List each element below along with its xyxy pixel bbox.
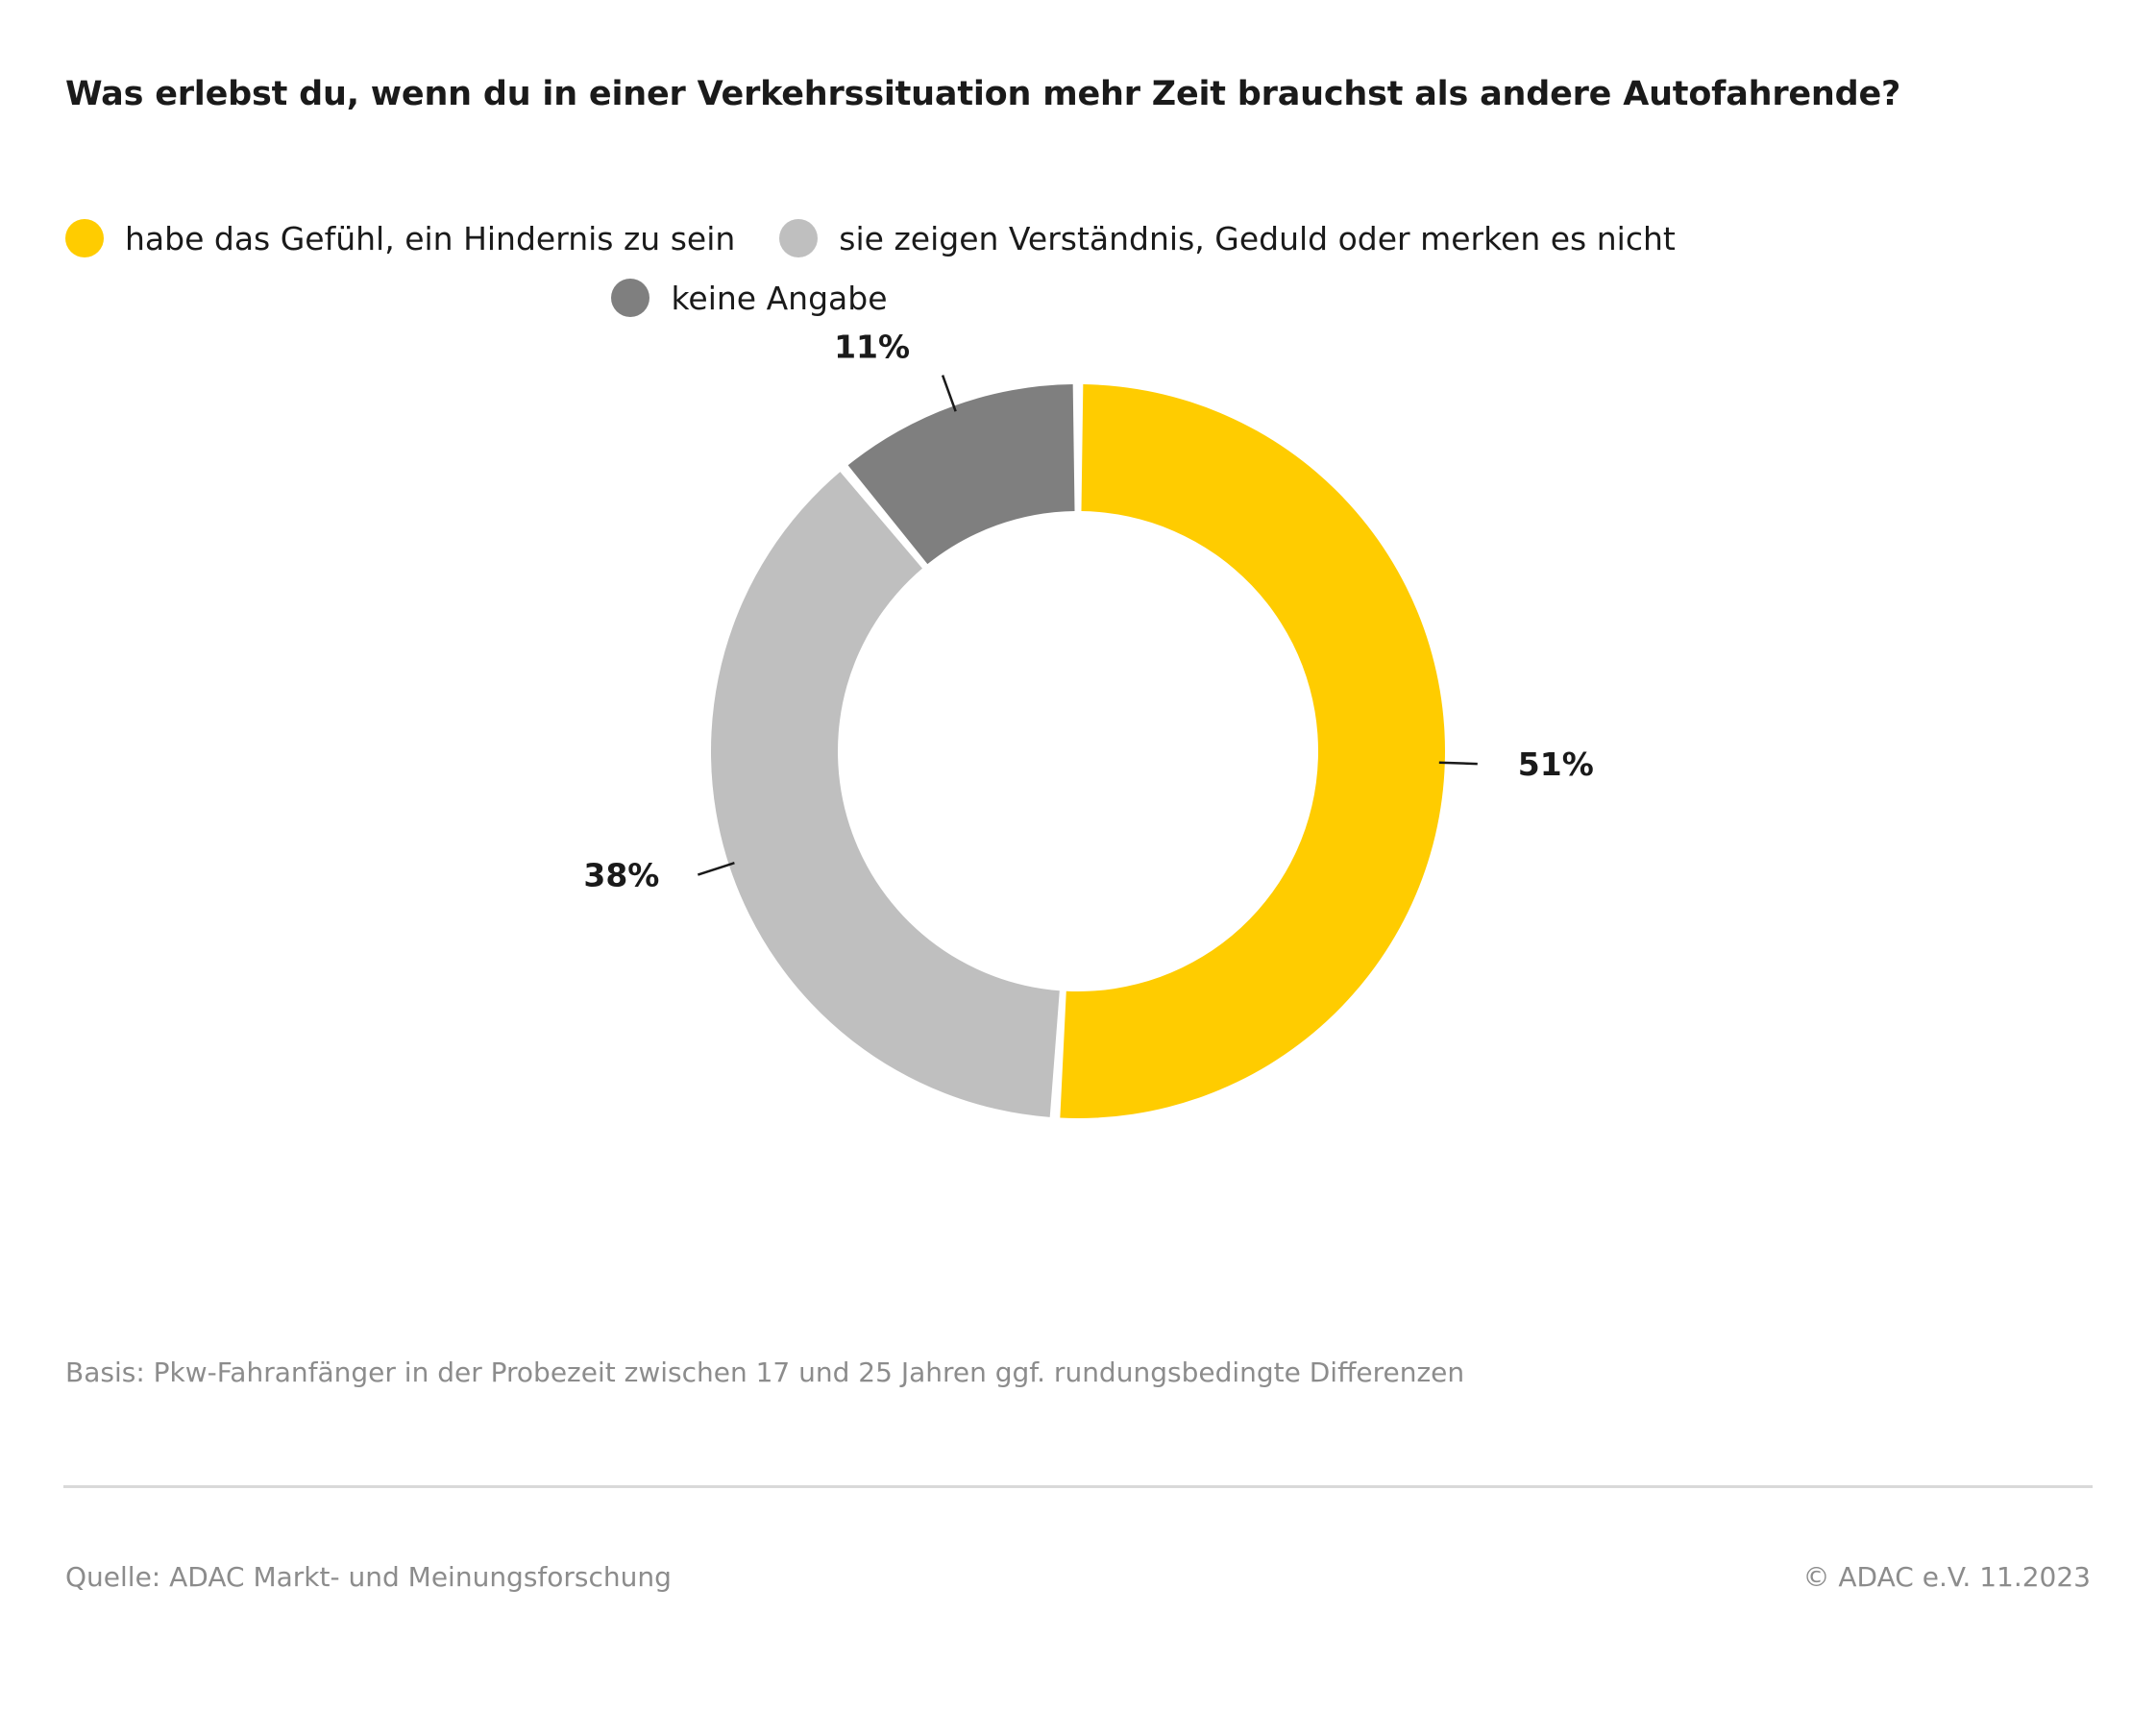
basis-note: Basis: Pkw-Fahranfänger in der Probezeit zwischen 17 und 25 Jahren ggf. rundungsbedingte Differenzen [65,1357,1465,1388]
legend-item-label: sie zeigen Verständnis, Geduld oder merken es nicht [839,219,1676,257]
copyright-note: © ADAC e.V. 11.2023 [1802,1561,2091,1593]
chart-legend [65,219,2093,317]
legend-swatch-icon [65,219,104,257]
legend-item-label: habe das Gefühl, ein Hindernis zu sein [125,219,736,257]
leader-line [943,376,956,412]
footer-divider [63,1485,2093,1488]
donut-chart [0,328,2156,1172]
legend-swatch-icon [779,219,818,257]
slice-value-label: 11% [834,328,911,366]
legend-item-2[interactable] [611,279,887,317]
slice-value-label: 51% [1517,746,1594,784]
donut-slice[interactable] [1060,384,1445,1118]
legend-item-label: keine Angabe [671,279,888,317]
legend-swatch-icon [611,279,649,317]
donut-chart-svg [0,328,2156,1172]
legend-row-bottom [65,279,2093,317]
donut-slice[interactable] [711,472,1060,1117]
leader-line [1439,763,1478,764]
leader-line [698,863,734,874]
legend-row-top [65,219,2093,257]
legend-item-0[interactable] [65,219,735,257]
legend-item-1[interactable] [779,219,1676,257]
source-note: Quelle: ADAC Markt- und Meinungsforschung [65,1561,672,1593]
slice-value-label: 38% [583,856,660,894]
page-title: Was erlebst du, wenn du in einer Verkehrssituation mehr Zeit brauchst als andere Autofahrende? [65,75,1901,113]
